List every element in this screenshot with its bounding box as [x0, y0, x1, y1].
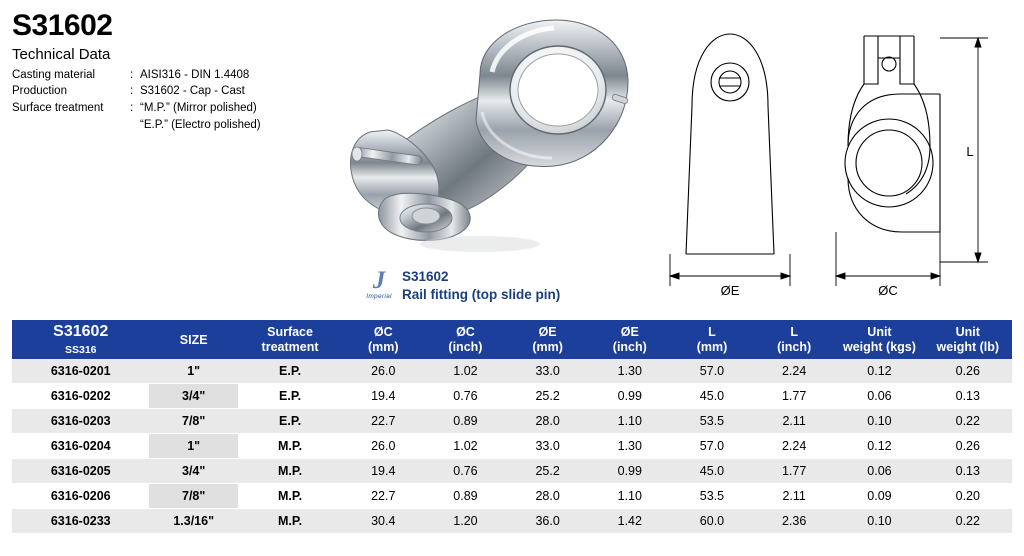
th-l-mm — [671, 320, 753, 359]
cell-surface: M.P. — [238, 509, 342, 534]
th-surface — [238, 320, 342, 359]
spec-key: Casting material — [12, 68, 96, 81]
cell-lb: 0.13 — [924, 384, 1012, 409]
cell-c-mm: 19.4 — [342, 459, 424, 484]
imperial-logo-icon — [364, 269, 394, 303]
spec-value: AISI316 - DIN 1.4408 — [140, 68, 250, 81]
th-weight-lb-sub: weight (lb) — [936, 339, 1000, 354]
cell-e-mm: 33.0 — [507, 359, 589, 384]
cell-kg: 0.12 — [835, 359, 923, 384]
cell-e-in: 1.10 — [589, 409, 671, 434]
cell-surface: E.P. — [238, 384, 342, 409]
cell-lb: 0.22 — [924, 409, 1012, 434]
cell-lb: 0.26 — [924, 359, 1012, 384]
cell-l-in: 1.77 — [753, 384, 835, 409]
cell-l-in: 2.24 — [753, 434, 835, 459]
cell-kg: 0.10 — [835, 409, 923, 434]
th-weight-kg-main: Unit — [867, 325, 892, 340]
th-l-inch — [753, 320, 835, 359]
table-row — [12, 409, 1012, 434]
drawing-right-label: ØC — [878, 283, 898, 298]
page-subtitle: Technical Data — [12, 45, 111, 63]
cell-c-mm: 30.4 — [342, 509, 424, 534]
cell-c-in: 0.89 — [424, 484, 506, 509]
table-row — [12, 434, 1012, 459]
table-body — [12, 359, 1012, 534]
th-l-inch-sub: (inch) — [777, 339, 812, 354]
table-row — [12, 509, 1012, 534]
cell-surface: M.P. — [238, 484, 342, 509]
th-e-inch-main: ØE — [620, 325, 639, 340]
cell-c-mm: 26.0 — [342, 359, 424, 384]
th-c-mm-main: ØC — [373, 325, 393, 340]
cell-c-in: 0.76 — [424, 459, 506, 484]
cell-l-in: 2.11 — [753, 484, 835, 509]
table-header — [12, 320, 1012, 359]
cell-surface: E.P. — [238, 359, 342, 384]
cell-code: 6316-0204 — [12, 434, 149, 459]
cell-code: 6316-0203 — [12, 409, 149, 434]
product-photo — [330, 12, 650, 272]
product-caption — [364, 268, 560, 304]
spec-value: S31602 - Cap - Cast — [140, 85, 245, 98]
th-size-main: SIZE — [179, 332, 208, 347]
cell-l-mm: 53.5 — [671, 409, 753, 434]
cell-c-mm: 22.7 — [342, 409, 424, 434]
specs-table — [12, 320, 1012, 534]
cell-kg: 0.06 — [835, 459, 923, 484]
th-e-inch — [589, 320, 671, 359]
th-e-mm — [507, 320, 589, 359]
cell-l-mm: 45.0 — [671, 459, 753, 484]
th-weight-lb — [924, 320, 1012, 359]
caption-name: Rail fitting (top slide pin) — [402, 287, 561, 303]
th-c-inch — [424, 320, 506, 359]
th-surface-sub: treatment — [261, 339, 319, 354]
spec-colon: : — [130, 85, 134, 98]
cell-surface: E.P. — [238, 409, 342, 434]
cell-c-mm: 22.7 — [342, 484, 424, 509]
page-title: S31602 — [12, 9, 113, 42]
cell-e-mm: 36.0 — [507, 509, 589, 534]
logo-letter: J — [372, 267, 386, 295]
cell-e-mm: 28.0 — [507, 484, 589, 509]
th-e-inch-sub: (inch) — [612, 339, 647, 354]
cell-size: 3/4" — [149, 384, 237, 409]
cell-e-in: 1.10 — [589, 484, 671, 509]
cell-l-in: 2.36 — [753, 509, 835, 534]
spec-key: Surface treatment — [12, 101, 104, 114]
cell-c-in: 1.02 — [424, 359, 506, 384]
cell-l-mm: 53.5 — [671, 484, 753, 509]
cell-code: 6316-0202 — [12, 384, 149, 409]
spec-value: “M.P.” (Mirror polished) — [140, 101, 257, 114]
cell-l-in: 1.77 — [753, 459, 835, 484]
table-header-row — [12, 320, 1012, 359]
th-model-sub: SS316 — [64, 344, 97, 357]
th-e-mm-sub: (mm) — [532, 339, 563, 354]
technical-drawing-front — [650, 18, 810, 303]
spec-list — [12, 67, 342, 134]
th-weight-kg-sub: weight (kgs) — [842, 339, 916, 354]
th-l-mm-sub: (mm) — [696, 339, 728, 354]
th-size — [149, 320, 237, 359]
cell-kg: 0.12 — [835, 434, 923, 459]
cell-surface: M.P. — [238, 434, 342, 459]
th-c-inch-main: ØC — [456, 325, 475, 340]
table-row — [12, 359, 1012, 384]
cell-l-mm: 45.0 — [671, 384, 753, 409]
spec-continuation: “E.P.” (Electro polished) — [140, 118, 261, 131]
cell-e-mm: 33.0 — [507, 434, 589, 459]
cell-code: 6316-0205 — [12, 459, 149, 484]
cell-size: 1.3/16" — [149, 509, 237, 534]
cell-e-in: 0.99 — [589, 384, 671, 409]
cell-size: 1" — [149, 359, 237, 384]
th-weight-lb-main: Unit — [955, 325, 980, 340]
cell-e-in: 1.30 — [589, 359, 671, 384]
cell-c-in: 0.76 — [424, 384, 506, 409]
logo-word: Imperial — [366, 293, 392, 301]
cell-l-mm: 60.0 — [671, 509, 753, 534]
cell-l-mm: 57.0 — [671, 359, 753, 384]
cell-c-mm: 19.4 — [342, 384, 424, 409]
cell-c-in: 1.20 — [424, 509, 506, 534]
cell-c-in: 0.89 — [424, 409, 506, 434]
cell-kg: 0.10 — [835, 509, 923, 534]
th-l-mm-main: L — [708, 325, 716, 340]
table-row — [12, 459, 1012, 484]
spec-colon: : — [130, 68, 134, 81]
spec-row — [12, 100, 342, 117]
drawing-left-label: ØE — [720, 283, 740, 298]
cell-e-in: 1.30 — [589, 434, 671, 459]
th-c-inch-sub: (inch) — [448, 339, 483, 354]
cell-code: 6316-0206 — [12, 484, 149, 509]
cell-c-mm: 26.0 — [342, 434, 424, 459]
cell-lb: 0.22 — [924, 509, 1012, 534]
th-c-mm-sub: (mm) — [367, 339, 399, 354]
cell-e-mm: 25.2 — [507, 459, 589, 484]
cell-e-in: 0.99 — [589, 459, 671, 484]
cell-size: 1" — [149, 434, 237, 459]
spec-row — [12, 83, 342, 100]
th-c-mm — [342, 320, 424, 359]
cell-lb: 0.26 — [924, 434, 1012, 459]
caption-code: S31602 — [402, 269, 449, 284]
cell-size: 7/8" — [149, 484, 237, 509]
cell-size: 7/8" — [149, 409, 237, 434]
technical-drawing-side — [828, 18, 1013, 303]
header-block — [12, 10, 342, 133]
th-l-inch-main: L — [790, 325, 798, 340]
cell-e-mm: 25.2 — [507, 384, 589, 409]
table-row — [12, 484, 1012, 509]
cell-c-in: 1.02 — [424, 434, 506, 459]
th-model-main: S31602 — [53, 323, 109, 340]
drawing-height-label: L — [966, 144, 974, 159]
spec-colon: : — [130, 101, 134, 114]
cell-l-mm: 57.0 — [671, 434, 753, 459]
th-weight-kg — [835, 320, 923, 359]
cell-size: 3/4" — [149, 459, 237, 484]
spec-row — [12, 67, 342, 84]
cell-l-in: 2.11 — [753, 409, 835, 434]
cell-lb: 0.13 — [924, 459, 1012, 484]
cell-code: 6316-0233 — [12, 509, 149, 534]
th-model — [12, 320, 149, 359]
cell-kg: 0.06 — [835, 384, 923, 409]
th-e-mm-main: ØE — [538, 325, 557, 340]
cell-e-mm: 28.0 — [507, 409, 589, 434]
spec-key: Production — [12, 85, 67, 98]
th-surface-main: Surface — [267, 325, 313, 340]
cell-e-in: 1.42 — [589, 509, 671, 534]
table-row — [12, 384, 1012, 409]
caption-text — [402, 268, 560, 304]
cell-kg: 0.09 — [835, 484, 923, 509]
cell-lb: 0.20 — [924, 484, 1012, 509]
cell-l-in: 2.24 — [753, 359, 835, 384]
cell-code: 6316-0201 — [12, 359, 149, 384]
cell-surface: M.P. — [238, 459, 342, 484]
